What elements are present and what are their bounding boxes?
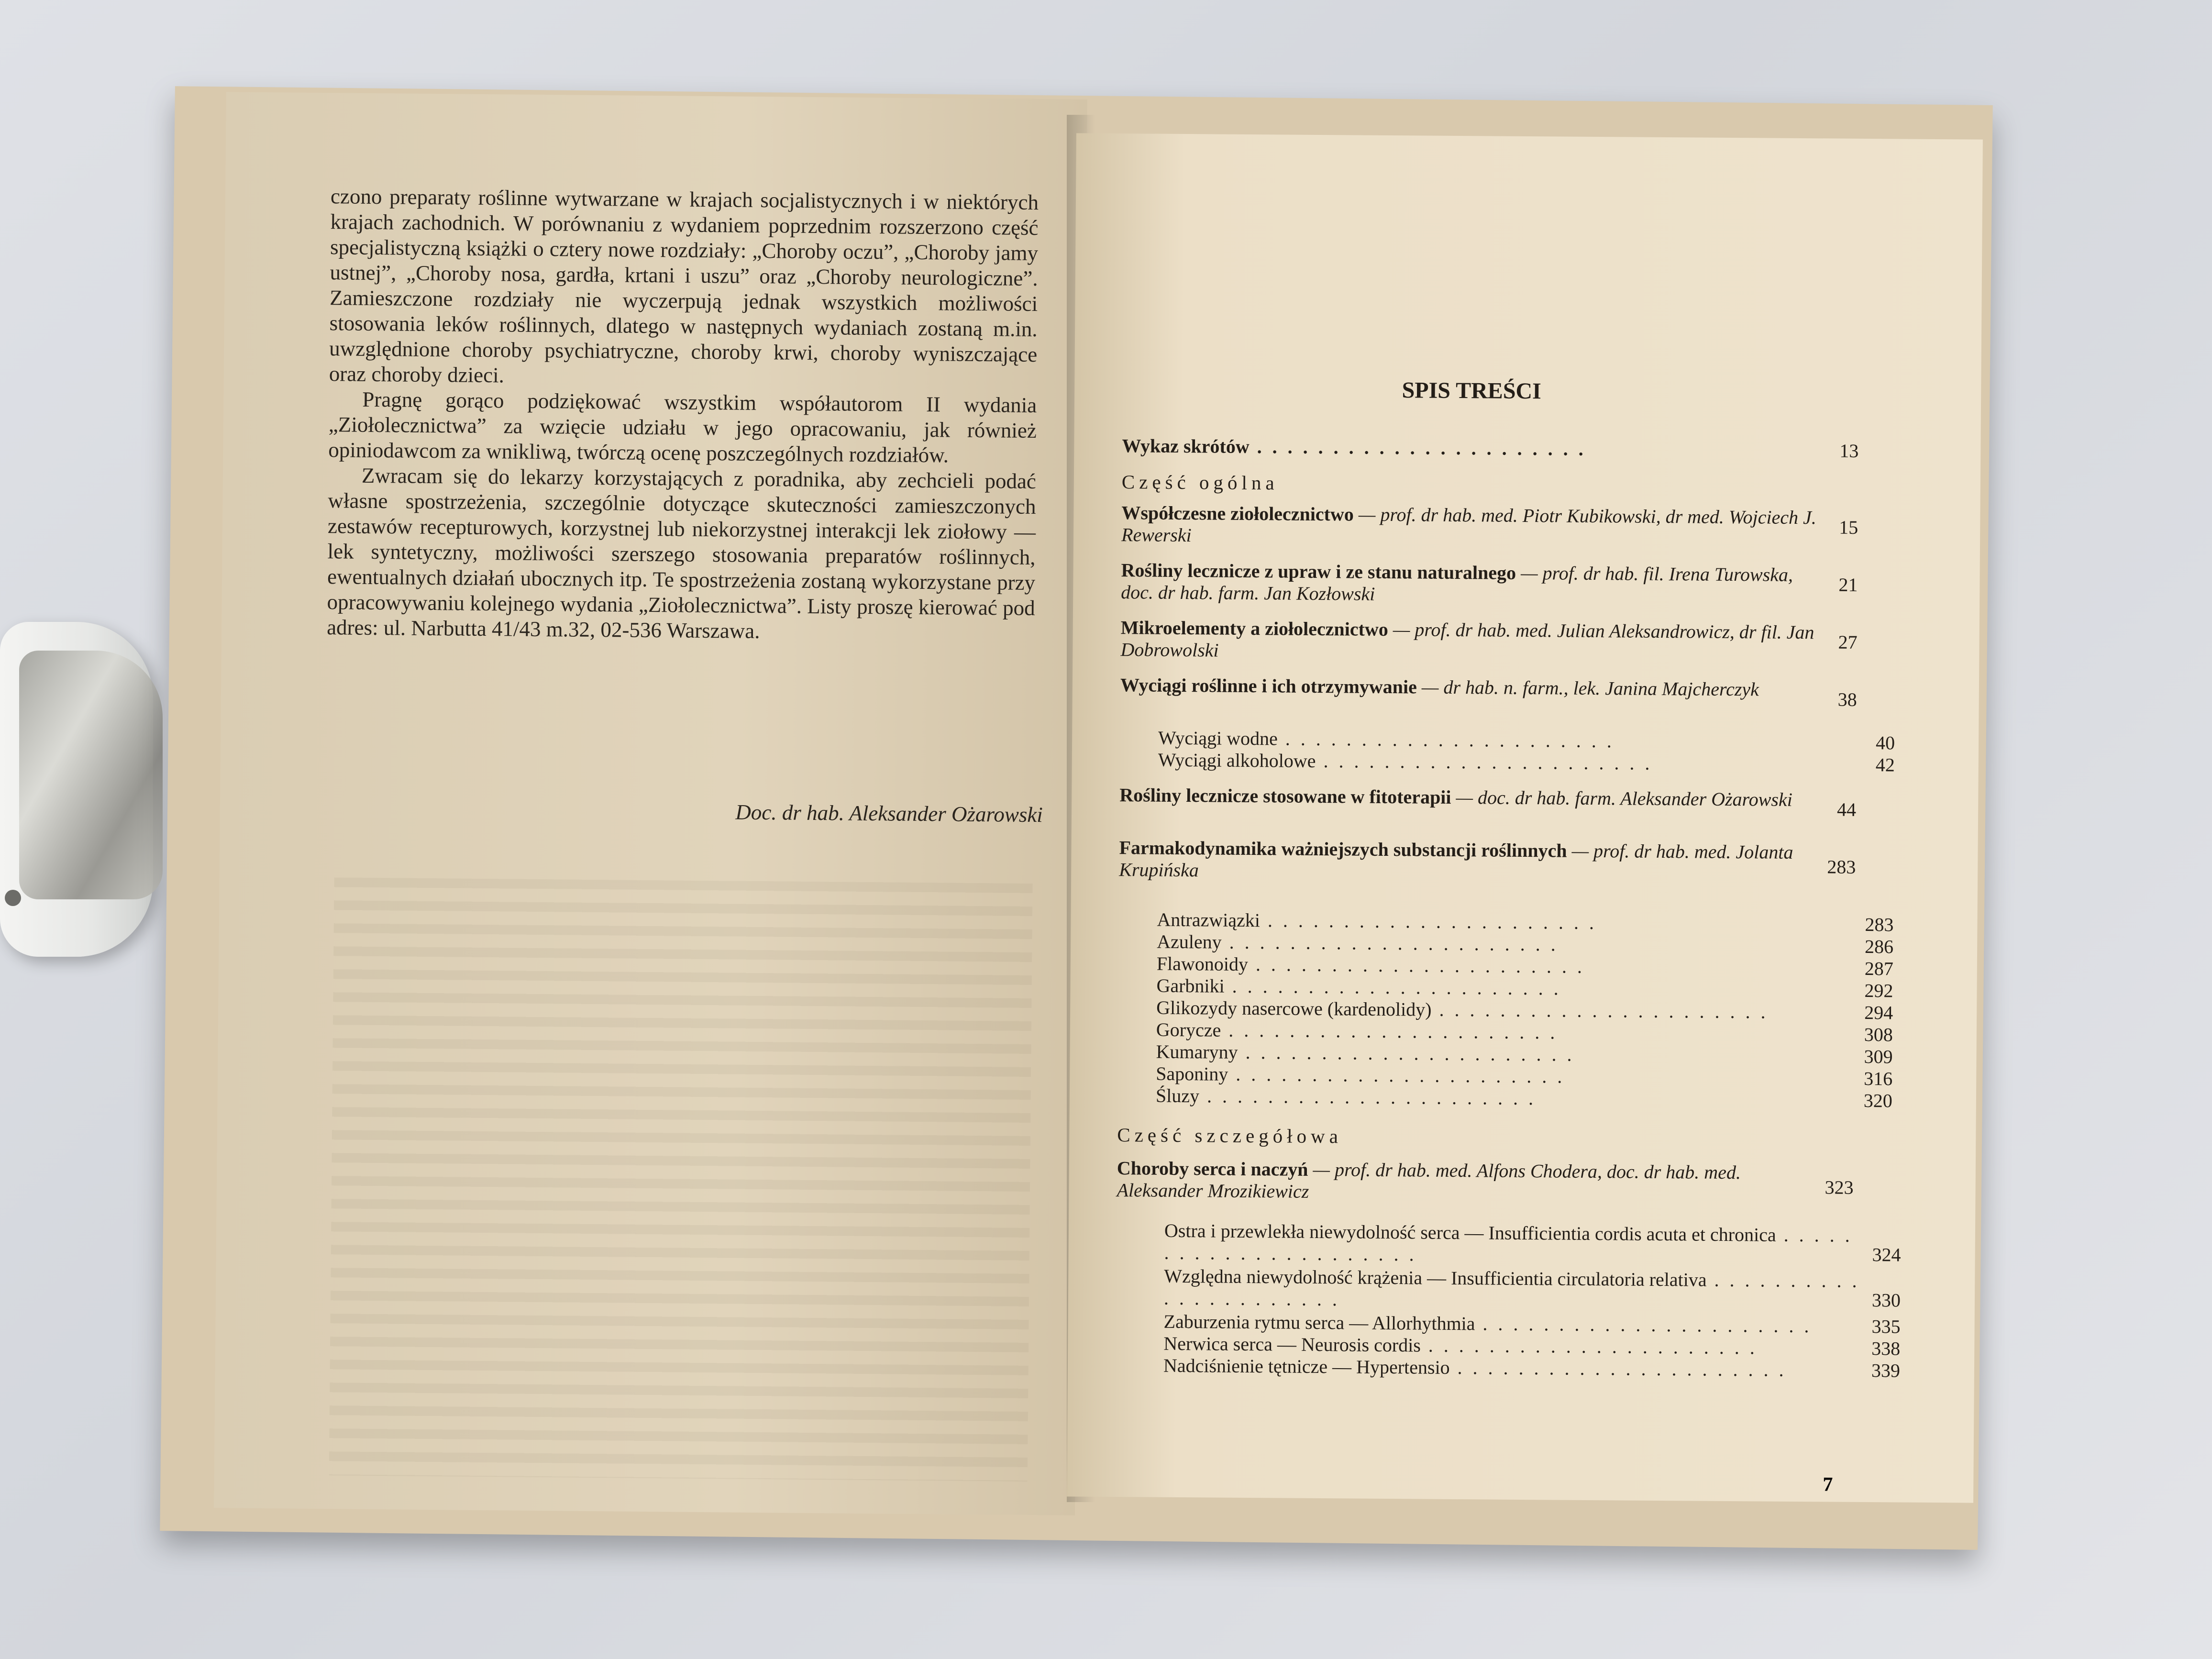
toc-subentry-page: 309 — [1864, 1045, 1893, 1068]
toc-subentry-page: 316 — [1864, 1067, 1893, 1090]
staple-remover — [0, 622, 182, 966]
toc-subentry-label: Wyciągi alkoholowe . . . — [1158, 749, 1653, 774]
section-head-detail: Część szczegółowa — [1117, 1124, 1343, 1148]
toc-entry-page: 283 — [1827, 856, 1856, 878]
toc-subentry-page: 330 — [1871, 1289, 1901, 1311]
right-page — [1067, 133, 1983, 1503]
toc-entry — [1119, 784, 1857, 820]
toc-entry-page: 15 — [1839, 516, 1858, 538]
toc-subentry-page: 286 — [1864, 935, 1894, 958]
preface-paragraph-1: czono preparaty roślinne wytwarzane w krajach socjalistycznych i w niektórych krajach zachodnich. W porównaniu z wydaniem poprzednim rozszerzono część specjalistyczną książki o cztery nowe rozdziały: „Choroby oczu”, „Choroby jamy ustnej”, „Choroby nosa, gardła, krtani i uszu” oraz „Choroby neurologiczne”. Zamieszczone rozdziały nie wyczerpują jednak wszystkich możliwości stosowania leków roślinnych, dlatego w następnych wydaniach zostaną m.in. uwzględnione choroby psychiatryczne, choroby krwi, choroby wyniszczające oraz choroby dzieci. — [329, 184, 1039, 387]
toc-entry-title: Rośliny lecznicze z upraw i ze stanu naturalnego — [1121, 559, 1516, 584]
toc-entry-authors: — prof. dr hab. med. Piotr Kubikowski, dr med. Wojciech J. Rewerski — [1121, 503, 1816, 546]
toc-entry — [1120, 674, 1857, 710]
toc-entry-page: 27 — [1838, 631, 1858, 653]
toc-subentry-page: 40 — [1875, 732, 1895, 754]
toc-subentry — [1116, 1354, 1901, 1382]
toc-entry-page: 44 — [1836, 798, 1857, 820]
toc-subentry — [1116, 1219, 1901, 1269]
toc-subentry-label: Kumaryny . . . — [1156, 1041, 1574, 1065]
toc-subentry-label: Zaburzenia rytmu serca — Allorhythmia . . . — [1163, 1311, 1812, 1337]
toc-subentry-label: Antrazwiązki . . . — [1157, 909, 1597, 933]
table-of-contents — [1117, 377, 1901, 1382]
toc-entry-page: 13 — [1839, 440, 1859, 462]
toc-entry-page: 21 — [1838, 574, 1858, 596]
show-through-text — [329, 877, 1033, 1482]
toc-entry-abbrev — [1122, 435, 1859, 462]
toc-subentry-label: Wyciągi wodne . . . — [1158, 727, 1615, 752]
toc-title: SPIS TREŚCI — [1402, 377, 1542, 404]
toc-entry-title: Farmakodynamika ważniejszych substancji roślinnych — [1119, 837, 1567, 862]
toc-subentry-page: 42 — [1875, 754, 1895, 776]
toc-subentry-label: Garbniki . . . — [1156, 975, 1561, 999]
toc-entry-title: Choroby serca i naczyń — [1117, 1157, 1308, 1180]
toc-subentry-label: Śluzy . . . — [1156, 1085, 1536, 1109]
toc-entry — [1119, 837, 1856, 885]
preface-paragraph-3: Zwracam się do lekarzy korzystających z poradnika, aby zechcieli podać własne spostrzeżenia, szczególnie dotyczące skuteczności zamieszczonych zestawów recepturowych, korzystnej lub niekorzystnej interakcji lek ziołowy — lek syntetyczny, możliwości szerszego stosowania preparatów roślinnych, ewentualnych działań ubocznych itp. Te spostrzeżenia zostaną wykorzystane przy opracowywaniu kolejnego wydania „Ziołolecznictwa”. Listy proszę kierować pod adres: ul. Narbutta 41/43 m.32, 02-536 Warszawa. — [326, 463, 1037, 643]
toc-entry-title: Mikroelementy a ziołolecznictwo — [1120, 617, 1388, 640]
staple-remover-rivet — [5, 890, 21, 906]
toc-subentry-label: Nerwica serca — Neurosis cordis . . . — [1163, 1333, 1758, 1359]
section-head-general: Część ogólna — [1121, 471, 1279, 494]
toc-subentry-page: 308 — [1864, 1023, 1893, 1046]
toc-entry — [1117, 1157, 1854, 1206]
toc-subentry-page: 287 — [1864, 957, 1893, 980]
toc-entry-authors: — dr hab. n. farm., lek. Janina Majcherczyk — [1416, 676, 1759, 700]
toc-entry-title: Rośliny lecznicze stosowane w fitoterapii — [1119, 784, 1451, 808]
toc-entry-label: Wykaz skrótów . . . — [1122, 435, 1586, 460]
toc-entry — [1121, 559, 1858, 608]
left-page — [214, 92, 1087, 1515]
toc-subentry-label: Ostra i przewlekła niewydolność serca — Insufficientia cordis acuta et chronica . . . — [1164, 1220, 1852, 1265]
toc-subentry-label: Azuleny . . . — [1157, 931, 1559, 955]
preface-signature: Doc. dr hab. Aleksander Ożarowski — [735, 800, 1043, 827]
toc-entry-title: Współczesne ziołolecznictwo — [1121, 502, 1354, 525]
toc-subentry-page: 338 — [1871, 1338, 1901, 1360]
toc-subentry-page: 339 — [1871, 1360, 1901, 1382]
toc-entry-authors: — prof. dr hab. med. Alfons Chodera, doc. dr hab. med. Aleksander Mrozikiewicz — [1117, 1158, 1741, 1202]
toc-entry-authors: — prof. dr hab. med. Julian Aleksandrowicz, dr fil. Jan Dobrowolski — [1120, 618, 1814, 661]
toc-subentry-page: 283 — [1865, 913, 1894, 936]
preface-paragraph-2: Pragnę gorąco podziękować wszystkim współautorom II wydania „Ziołolecznictwa” za wzięcie udziału w jego opracowaniu, jak również opiniodawcom za wnikliwą, twórczą ocenę poszczególnych rozdziałów. — [328, 387, 1037, 467]
toc-subentry — [1120, 749, 1895, 776]
toc-subentry — [1117, 1084, 1893, 1112]
toc-entry-page: 38 — [1837, 688, 1857, 710]
staple-remover-jaw — [19, 651, 163, 899]
toc-entry-authors: — prof. dr hab. med. Jolanta Krupińska — [1119, 840, 1793, 881]
toc-entry-title: Wyciągi roślinne i ich otrzymywanie — [1120, 674, 1417, 698]
toc-subentry-label: Względna niewydolność krążenia — Insufficientia circulatoria relativa . . . — [1164, 1265, 1860, 1310]
preface-text — [327, 184, 1039, 646]
toc-subentry-label: Nadciśnienie tętnicze — Hypertensio . . . — [1163, 1355, 1787, 1381]
toc-subentry — [1116, 1265, 1901, 1314]
toc-subentry-label: Saponiny . . . — [1156, 1063, 1565, 1087]
toc-entry-page: 323 — [1825, 1176, 1854, 1198]
toc-entry-authors: — doc. dr hab. farm. Aleksander Ożarowski — [1451, 786, 1792, 810]
toc-subentry-label: Glikozydy nasercowe (kardenolidy) . . . — [1156, 997, 1769, 1023]
toc-subentry-page: 292 — [1864, 979, 1893, 1002]
toc-subentry-page: 335 — [1871, 1316, 1901, 1338]
toc-subentry-label: Gorycze . . . — [1156, 1019, 1558, 1043]
toc-subentry-page: 320 — [1863, 1089, 1893, 1112]
toc-subentry-page: 294 — [1864, 1001, 1893, 1024]
toc-entry — [1121, 502, 1858, 551]
toc-subentry-page: 324 — [1872, 1244, 1901, 1266]
page-number: 7 — [1823, 1473, 1833, 1496]
toc-entry — [1120, 617, 1858, 665]
toc-subentry-label: Flawonoidy . . . — [1157, 953, 1585, 977]
toc-entry-authors: — prof. dr hab. fil. Irena Turowska, doc. dr hab. farm. Jan Kozłowski — [1121, 562, 1793, 605]
